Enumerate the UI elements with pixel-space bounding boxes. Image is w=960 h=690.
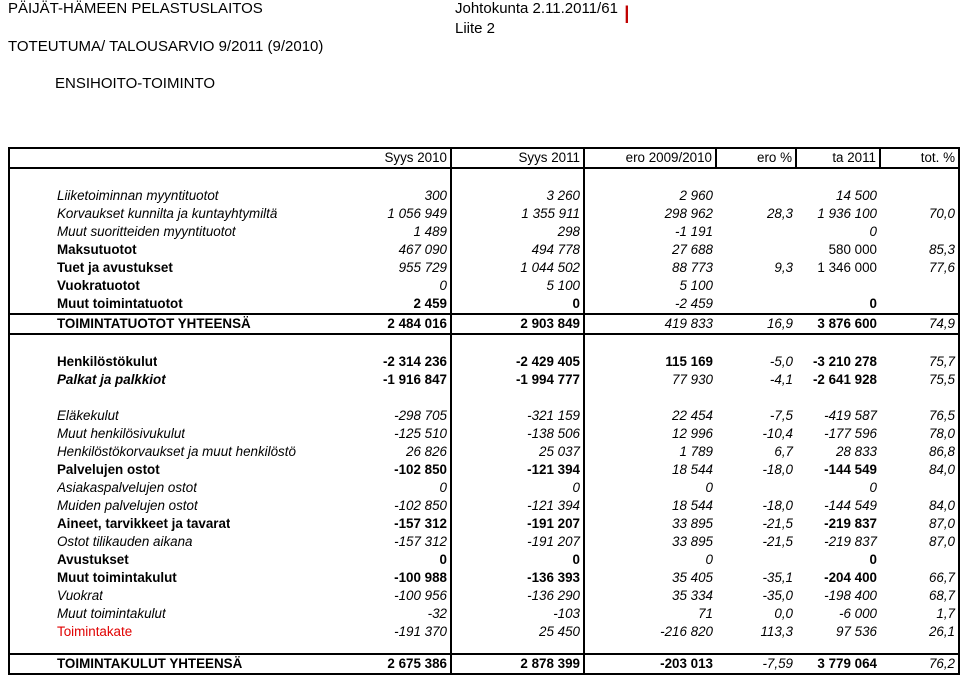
table-cell: 9,3 bbox=[774, 260, 793, 275]
table-cell: -121 394 bbox=[451, 461, 584, 479]
row-label-cell bbox=[9, 353, 451, 371]
row-label-cell bbox=[9, 654, 451, 674]
table-cell bbox=[716, 295, 796, 314]
table-cell: -204 400 bbox=[824, 570, 877, 585]
row-label: Muut suoritteiden myyntituotot bbox=[57, 224, 236, 239]
red-mark: | bbox=[624, 3, 630, 23]
table-cell: -191 207 bbox=[451, 515, 584, 533]
table-cell: -136 290 bbox=[451, 587, 584, 605]
table-cell: 97 536 bbox=[836, 624, 877, 639]
table-cell: 78,0 bbox=[880, 425, 959, 443]
table-cell: -18,0 bbox=[762, 462, 793, 477]
table-cell bbox=[716, 479, 796, 497]
row-label: Vuokratuotot bbox=[57, 278, 140, 293]
table-cell: 3 260 bbox=[451, 187, 584, 205]
row-label-cell bbox=[9, 259, 451, 277]
table-cell: 0 bbox=[869, 224, 877, 239]
table-cell: 88 773 bbox=[672, 260, 713, 275]
table-cell bbox=[880, 295, 959, 314]
table-cell: 75,5 bbox=[880, 371, 959, 389]
table-cell: -136 393 bbox=[451, 569, 584, 587]
table-cell: 300 bbox=[424, 188, 447, 203]
meeting-reference: Johtokunta 2.11.2011/61 bbox=[455, 0, 618, 17]
table-cell: -35,1 bbox=[762, 570, 793, 585]
table-cell: -18,0 bbox=[762, 498, 793, 513]
table-cell: -177 596 bbox=[824, 426, 877, 441]
table-cell: 0 bbox=[705, 552, 713, 567]
budget-table bbox=[8, 147, 960, 675]
table-cell bbox=[880, 223, 959, 241]
row-label-cell bbox=[9, 533, 451, 551]
table-row bbox=[9, 461, 959, 479]
table-cell: 2 903 849 bbox=[451, 314, 584, 334]
table-cell: 115 169 bbox=[665, 354, 713, 369]
table-cell: -6 000 bbox=[839, 606, 877, 621]
row-label-cell bbox=[9, 551, 451, 569]
row-label-cell bbox=[9, 407, 451, 425]
table-cell: 25 450 bbox=[451, 623, 584, 641]
table-cell: 1 936 100 bbox=[817, 206, 877, 221]
table-cell: 87,0 bbox=[880, 533, 959, 551]
row-label-cell bbox=[9, 515, 451, 533]
table-cell: 18 544 bbox=[672, 462, 713, 477]
table-cell: 1 044 502 bbox=[451, 259, 584, 277]
row-label: Muut toimintakulut bbox=[57, 570, 177, 585]
table-cell: 3 876 600 bbox=[796, 314, 880, 334]
table-cell: 467 090 bbox=[398, 242, 447, 257]
table-cell: 0 bbox=[451, 551, 584, 569]
table-cell: 0 bbox=[451, 479, 584, 497]
table-row bbox=[9, 168, 959, 187]
column-header: ero % bbox=[716, 148, 796, 168]
table-row bbox=[9, 551, 959, 569]
row-label: Aineet, tarvikkeet ja tavarat bbox=[57, 516, 231, 531]
table-cell: -138 506 bbox=[451, 425, 584, 443]
column-header: Syys 2010 bbox=[9, 148, 451, 168]
row-label: TOIMINTATUOTOT YHTEENSÄ bbox=[57, 316, 251, 331]
table-cell: -144 549 bbox=[824, 498, 877, 513]
table-cell: 1 355 911 bbox=[451, 205, 584, 223]
table-cell bbox=[716, 389, 796, 407]
table-cell: -21,5 bbox=[762, 534, 793, 549]
table-cell: -7,5 bbox=[769, 408, 793, 423]
table-cell: -102 850 bbox=[394, 462, 447, 477]
table-cell bbox=[880, 389, 959, 407]
table-row bbox=[9, 641, 959, 654]
table-row bbox=[9, 497, 959, 515]
row-label-cell bbox=[9, 223, 451, 241]
table-cell: 0,0 bbox=[774, 606, 793, 621]
row-label: Korvaukset kunnilta ja kuntayhtymiltä bbox=[57, 206, 278, 221]
table-cell bbox=[451, 168, 584, 187]
row-label-cell bbox=[9, 623, 451, 641]
table-cell: -3 210 278 bbox=[812, 354, 877, 369]
table-row bbox=[9, 479, 959, 497]
table-cell: -419 587 bbox=[824, 408, 877, 423]
table-cell: -4,1 bbox=[769, 372, 793, 387]
table-row bbox=[9, 223, 959, 241]
row-label: Tuet ja avustukset bbox=[57, 260, 173, 275]
row-label: Maksutuotot bbox=[57, 242, 137, 257]
table-cell: 494 778 bbox=[451, 241, 584, 259]
table-cell bbox=[796, 277, 880, 295]
table-cell: -144 549 bbox=[824, 462, 877, 477]
table-cell: 84,0 bbox=[880, 461, 959, 479]
table-cell: 27 688 bbox=[672, 242, 713, 257]
row-label: Avustukset bbox=[57, 552, 129, 567]
table-cell: -157 312 bbox=[394, 534, 447, 549]
table-row bbox=[9, 623, 959, 641]
table-cell: 0 bbox=[439, 480, 447, 495]
table-cell bbox=[880, 334, 959, 353]
table-row bbox=[9, 277, 959, 295]
table-cell: -191 370 bbox=[394, 624, 447, 639]
table-cell: 2 878 399 bbox=[451, 654, 584, 674]
row-label: Muut henkilösivukulut bbox=[57, 426, 186, 441]
row-label-cell bbox=[9, 277, 451, 295]
row-label: TOIMINTAKULUT YHTEENSÄ bbox=[57, 656, 243, 671]
table-cell: 419 833 bbox=[584, 314, 716, 334]
table-cell: 113,3 bbox=[760, 624, 793, 639]
column-header: tot. % bbox=[880, 148, 959, 168]
table-cell: 2 675 386 bbox=[387, 656, 447, 671]
table-cell bbox=[716, 641, 796, 654]
table-cell: 6,7 bbox=[774, 444, 793, 459]
column-header: Syys 2011 bbox=[451, 148, 584, 168]
table-row bbox=[9, 205, 959, 223]
row-label-cell bbox=[9, 569, 451, 587]
table-cell bbox=[880, 551, 959, 569]
row-label-cell bbox=[9, 461, 451, 479]
table-cell: 5 100 bbox=[451, 277, 584, 295]
row-label: Palkat ja palkkiot bbox=[57, 372, 166, 387]
table-cell: -2 641 928 bbox=[812, 372, 877, 387]
table-cell bbox=[716, 168, 796, 187]
row-label: Henkilöstökulut bbox=[57, 354, 158, 369]
table-cell: -2 459 bbox=[675, 296, 713, 311]
table-cell bbox=[880, 479, 959, 497]
row-label: Asiakaspalvelujen ostot bbox=[57, 480, 197, 495]
table-cell bbox=[880, 277, 959, 295]
table-cell bbox=[796, 389, 880, 407]
row-label: Muut toimintatuotot bbox=[57, 296, 183, 311]
row-label-cell bbox=[9, 641, 451, 654]
table-cell bbox=[796, 641, 880, 654]
table-cell: 74,9 bbox=[880, 314, 959, 334]
table-cell: 580 000 bbox=[828, 242, 877, 257]
table-cell: -298 705 bbox=[394, 408, 447, 423]
table-cell bbox=[584, 334, 716, 353]
table-cell bbox=[584, 168, 716, 187]
table-row bbox=[9, 443, 959, 461]
table-cell: 0 bbox=[869, 480, 877, 495]
table-cell: 70,0 bbox=[880, 205, 959, 223]
table-cell: -125 510 bbox=[394, 426, 447, 441]
table-cell bbox=[880, 168, 959, 187]
table-row bbox=[9, 533, 959, 551]
table-cell: -35,0 bbox=[762, 588, 793, 603]
row-label: Toimintakate bbox=[57, 624, 133, 639]
table-cell: -321 159 bbox=[451, 407, 584, 425]
table-cell: -32 bbox=[427, 606, 447, 621]
table-cell: -102 850 bbox=[394, 498, 447, 513]
table-cell: -10,4 bbox=[762, 426, 793, 441]
table-cell bbox=[584, 389, 716, 407]
table-cell: 1 489 bbox=[413, 224, 447, 239]
table-cell: 22 454 bbox=[672, 408, 713, 423]
table-cell: 955 729 bbox=[398, 260, 447, 275]
row-label: Vuokrat bbox=[57, 588, 103, 603]
table-cell bbox=[796, 168, 880, 187]
table-cell: -198 400 bbox=[824, 588, 877, 603]
table-cell: -157 312 bbox=[394, 516, 447, 531]
table-cell bbox=[451, 334, 584, 353]
table-cell: 16,9 bbox=[716, 314, 796, 334]
table-row bbox=[9, 259, 959, 277]
table-cell: -1 191 bbox=[675, 224, 713, 239]
row-label-cell bbox=[9, 314, 451, 334]
row-label: Ostot tilikauden aikana bbox=[57, 534, 193, 549]
table-cell bbox=[716, 223, 796, 241]
table-cell: -219 837 bbox=[824, 516, 877, 531]
row-label-cell bbox=[9, 497, 451, 515]
table-cell: 2 459 bbox=[413, 296, 447, 311]
column-header: ta 2011 bbox=[796, 148, 880, 168]
table-cell: -2 314 236 bbox=[382, 354, 447, 369]
table-cell: 33 895 bbox=[672, 516, 713, 531]
table-row bbox=[9, 654, 959, 674]
table-cell bbox=[880, 641, 959, 654]
table-row bbox=[9, 353, 959, 371]
row-label-cell bbox=[9, 205, 451, 223]
table-cell: 14 500 bbox=[836, 188, 877, 203]
org-name: PÄIJÄT-HÄMEEN PELASTUSLAITOS bbox=[8, 0, 263, 17]
table-row bbox=[9, 371, 959, 389]
table-cell: -2 429 405 bbox=[451, 353, 584, 371]
row-label: Eläkekulut bbox=[57, 408, 119, 423]
table-cell bbox=[584, 641, 716, 654]
table-cell: 18 544 bbox=[672, 498, 713, 513]
table-cell bbox=[451, 389, 584, 407]
table-row bbox=[9, 569, 959, 587]
table-cell: 0 bbox=[869, 552, 877, 567]
table-cell: 28 833 bbox=[836, 444, 877, 459]
table-cell: -7,59 bbox=[716, 654, 796, 674]
column-header-row bbox=[9, 148, 959, 168]
column-header: ero 2009/2010 bbox=[584, 148, 716, 168]
table-cell: 1 346 000 bbox=[817, 260, 877, 275]
table-cell: -5,0 bbox=[769, 354, 793, 369]
row-label-cell bbox=[9, 168, 451, 187]
table-cell: -1 994 777 bbox=[451, 371, 584, 389]
table-row bbox=[9, 187, 959, 205]
table-row bbox=[9, 587, 959, 605]
table-row bbox=[9, 605, 959, 623]
table-cell: 76,2 bbox=[880, 654, 959, 674]
table-cell bbox=[716, 551, 796, 569]
report-title: TOTEUTUMA/ TALOUSARVIO 9/2011 (9/2010) bbox=[8, 38, 324, 55]
table-row bbox=[9, 515, 959, 533]
table-cell: -1 916 847 bbox=[382, 372, 447, 387]
table-cell: 87,0 bbox=[880, 515, 959, 533]
row-label-cell bbox=[9, 605, 451, 623]
table-cell: 0 bbox=[439, 278, 447, 293]
table-cell bbox=[716, 187, 796, 205]
table-cell bbox=[880, 187, 959, 205]
table-cell bbox=[716, 277, 796, 295]
table-cell bbox=[451, 641, 584, 654]
table-cell: -203 013 bbox=[584, 654, 716, 674]
table-cell: 76,5 bbox=[880, 407, 959, 425]
table-cell: 0 bbox=[451, 295, 584, 314]
table-cell: 86,8 bbox=[880, 443, 959, 461]
table-cell: 1 056 949 bbox=[387, 206, 447, 221]
table-cell: 33 895 bbox=[672, 534, 713, 549]
table-row bbox=[9, 334, 959, 353]
table-row bbox=[9, 425, 959, 443]
row-label: Palvelujen ostot bbox=[57, 462, 160, 477]
row-label-cell bbox=[9, 371, 451, 389]
table-row bbox=[9, 295, 959, 314]
table-cell: 77,6 bbox=[880, 259, 959, 277]
table-cell: 2 484 016 bbox=[387, 316, 447, 331]
section-title: ENSIHOITO-TOIMINTO bbox=[55, 75, 216, 92]
table-cell: 85,3 bbox=[880, 241, 959, 259]
table-row bbox=[9, 241, 959, 259]
row-label-cell bbox=[9, 187, 451, 205]
table-row bbox=[9, 314, 959, 334]
table-row bbox=[9, 407, 959, 425]
row-label-cell bbox=[9, 425, 451, 443]
table-cell: -219 837 bbox=[824, 534, 877, 549]
row-label-cell bbox=[9, 389, 451, 407]
row-label-cell bbox=[9, 241, 451, 259]
table-cell: 26 826 bbox=[406, 444, 447, 459]
table-cell: -21,5 bbox=[762, 516, 793, 531]
row-label: Muiden palvelujen ostot bbox=[57, 498, 198, 513]
table-cell: 0 bbox=[869, 296, 877, 311]
row-label: Muut toimintakulut bbox=[57, 606, 166, 621]
table-cell: 1,7 bbox=[880, 605, 959, 623]
table-cell: 2 960 bbox=[679, 188, 713, 203]
row-label-cell bbox=[9, 334, 451, 353]
table-cell: 5 100 bbox=[679, 278, 713, 293]
table-cell: 298 962 bbox=[664, 206, 713, 221]
table-cell: 84,0 bbox=[880, 497, 959, 515]
table-cell: 26,1 bbox=[880, 623, 959, 641]
table-cell: 298 bbox=[451, 223, 584, 241]
table-cell: -103 bbox=[451, 605, 584, 623]
row-label: Henkilöstökorvaukset ja muut henkilöstö bbox=[57, 444, 296, 459]
table-cell: 71 bbox=[698, 606, 713, 621]
table-cell: 66,7 bbox=[880, 569, 959, 587]
table-cell: 68,7 bbox=[880, 587, 959, 605]
table-cell: 0 bbox=[439, 552, 447, 567]
table-cell: -100 988 bbox=[394, 570, 447, 585]
table-body bbox=[9, 148, 959, 674]
table-cell: -216 820 bbox=[660, 624, 713, 639]
table-cell: 25 037 bbox=[451, 443, 584, 461]
table-cell: 75,7 bbox=[880, 353, 959, 371]
row-label-cell bbox=[9, 443, 451, 461]
table-row bbox=[9, 389, 959, 407]
row-label: Liiketoiminnan myyntituotot bbox=[57, 188, 219, 203]
table-cell: 35 334 bbox=[672, 588, 713, 603]
row-label-cell bbox=[9, 479, 451, 497]
table-cell: -191 207 bbox=[451, 533, 584, 551]
table-cell: 77 930 bbox=[672, 372, 713, 387]
table-cell: 1 789 bbox=[679, 444, 713, 459]
table-cell bbox=[796, 334, 880, 353]
table-cell: 12 996 bbox=[672, 426, 713, 441]
table-cell: -121 394 bbox=[451, 497, 584, 515]
table-cell: 3 779 064 bbox=[796, 654, 880, 674]
row-label-cell bbox=[9, 295, 451, 314]
table-cell: 28,3 bbox=[766, 206, 793, 221]
table-cell: 35 405 bbox=[672, 570, 713, 585]
table-cell bbox=[716, 334, 796, 353]
table-cell: -100 956 bbox=[394, 588, 447, 603]
row-label-cell bbox=[9, 587, 451, 605]
table-cell: 0 bbox=[705, 480, 713, 495]
table-cell bbox=[716, 241, 796, 259]
attachment-label: Liite 2 bbox=[455, 20, 496, 37]
